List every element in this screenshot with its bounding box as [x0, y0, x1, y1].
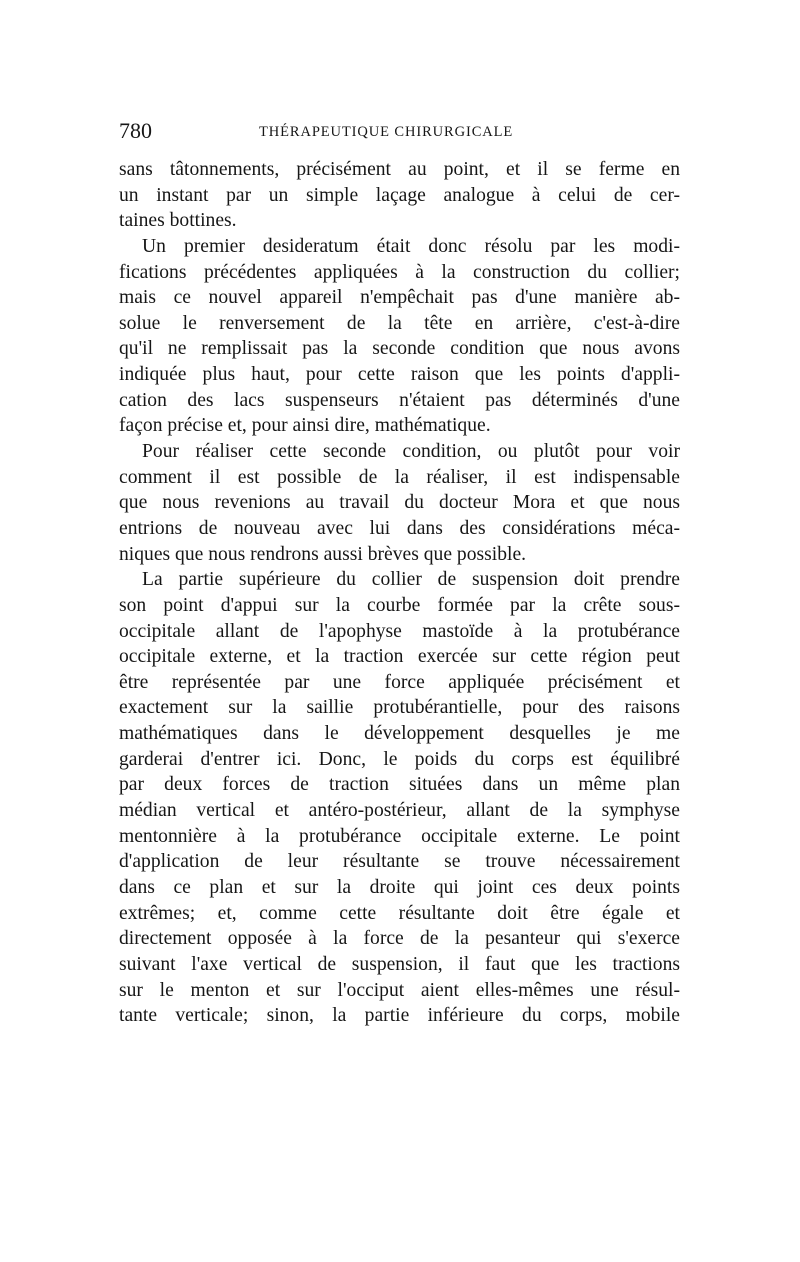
- text-line: indiquée plus haut, pour cette raison que les points d'appli-: [119, 364, 680, 386]
- text-line: par deux forces de traction situées dans un même plan: [119, 774, 680, 796]
- body-text: [119, 157, 680, 1029]
- running-title: THÉRAPEUTIQUE CHIRURGICALE: [259, 124, 514, 140]
- text-line: exactement sur la saillie protubérantielle, pour des raisons: [119, 697, 680, 719]
- text-line: solue le renversement de la tête en arrière, c'est-à-dire: [119, 312, 680, 334]
- text-line: façon précise et, pour ainsi dire, mathématique.: [119, 415, 491, 437]
- text-line: son point d'appui sur la courbe formée par la crête sous-: [119, 594, 680, 616]
- text-line: qu'il ne remplissait pas la seconde condition que nous avons: [119, 338, 680, 360]
- text-line: être représentée par une force appliquée précisément et: [119, 671, 680, 693]
- text-line: extrêmes; et, comme cette résultante doit être égale et: [119, 902, 680, 924]
- text-line: sur le menton et sur l'occiput aient elles-mêmes une résul-: [119, 979, 680, 1001]
- text-line: taines bottines.: [119, 210, 237, 232]
- page-number: 780: [119, 118, 152, 143]
- text-line: tante verticale; sinon, la partie inférieure du corps, mobile: [119, 1005, 680, 1027]
- text-line: mathématiques dans le développement desquelles je me: [119, 723, 680, 745]
- text-line: Pour réaliser cette seconde condition, ou plutôt pour voir: [142, 441, 680, 463]
- text-line: niques que nous rendrons aussi brèves que possible.: [119, 543, 527, 565]
- text-line: entrions de nouveau avec lui dans des considérations méca-: [119, 517, 680, 539]
- text-line: fications précédentes appliquées à la construction du collier;: [119, 261, 680, 283]
- running-header: [119, 116, 680, 146]
- text-line: suivant l'axe vertical de suspension, il faut que les tractions: [119, 953, 680, 975]
- text-line: garderai d'entrer ici. Donc, le poids du corps est équilibré: [119, 748, 680, 770]
- text-line: un instant par un simple laçage analogue à celui de cer-: [119, 184, 680, 206]
- text-line: directement opposée à la force de la pesanteur qui s'exerce: [119, 928, 680, 950]
- text-line: occipitale externe, et la traction exercée sur cette région peut: [119, 646, 680, 668]
- text-line: mentonnière à la protubérance occipitale externe. Le point: [119, 825, 680, 847]
- text-line: sans tâtonnements, précisément au point, et il se ferme en: [119, 159, 680, 180]
- text-line: que nous revenions au travail du docteur Mora et que nous: [119, 492, 680, 514]
- text-line: occipitale allant de l'apophyse mastoïde à la protubérance: [119, 620, 680, 642]
- text-line: Un premier desideratum était donc résolu par les modi-: [142, 235, 680, 257]
- text-line: d'application de leur résultante se trouve nécessairement: [119, 851, 680, 873]
- text-line: médian vertical et antéro-postérieur, allant de la symphyse: [119, 800, 680, 822]
- text-line: mais ce nouvel appareil n'empêchait pas d'une manière ab-: [119, 287, 680, 309]
- text-line: La partie supérieure du collier de suspension doit prendre: [142, 569, 680, 591]
- text-line: dans ce plan et sur la droite qui joint ces deux points: [119, 876, 680, 898]
- text-line: comment il est possible de la réaliser, il est indispensable: [119, 466, 680, 488]
- text-line: cation des lacs suspenseurs n'étaient pas déterminés d'une: [119, 389, 680, 411]
